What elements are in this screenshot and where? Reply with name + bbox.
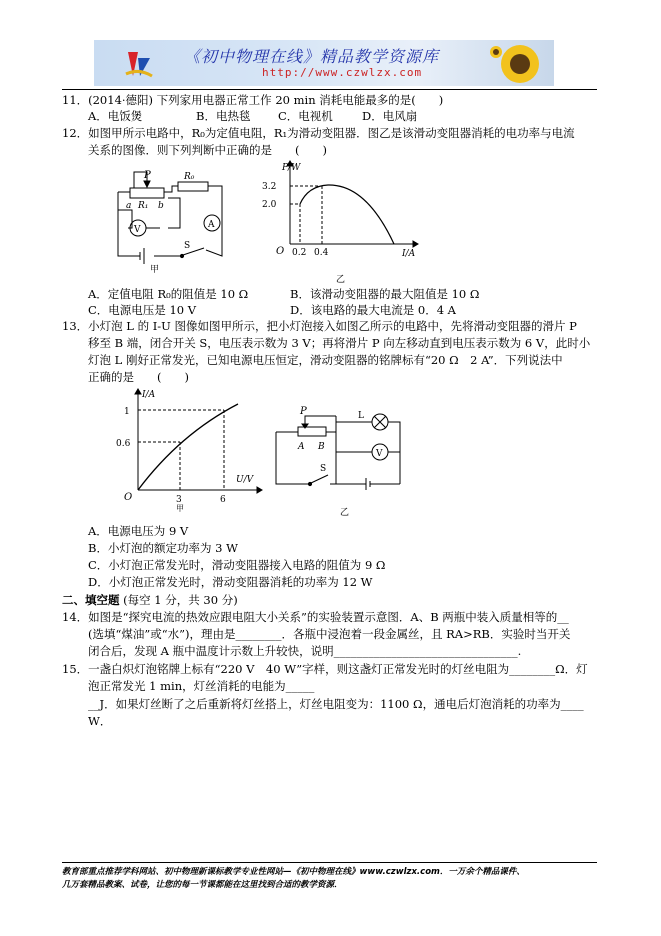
q13-label-v: V (376, 449, 383, 459)
q15-line1: 15．一盏白炽灯泡铭牌上标有“220 V 40 W”字样，则这盏灯正常发光时的灯丝电阻为________Ω．灯 (62, 662, 588, 676)
q12-option-a: A．定值电阻 R₀的阻值是 10 Ω (88, 287, 249, 301)
q11-stem: 11．(2014·德阳) 下列家用电器正常工作 20 min 消耗电能最多的是( ) (62, 93, 444, 107)
q12-graph-xlabel: I/A (402, 249, 416, 259)
q12-graph-ytick-20: 2.0 (262, 200, 277, 210)
q13-label-s: S (320, 464, 327, 474)
q12-graph-xtick-02: 0.2 (292, 248, 307, 258)
q13-graph-ytick-1: 1 (124, 407, 130, 417)
banner-title: 《初中物理在线》精品教学资源库 (184, 47, 440, 66)
q14-line1: 14．如图是“探究电流的热效应跟电阻大小关系”的实验装置示意图．A、B 两瓶中装入质量相等的__ (62, 610, 569, 624)
q12-graph-xtick-04: 0.4 (314, 248, 329, 258)
section-2-note: (每空 1 分，共 30 分) (123, 593, 238, 607)
q11-option-a: A．电饭煲 (88, 109, 143, 123)
q13-option-d: D．小灯泡正常发光时，滑动变阻器消耗的功率为 12 W (88, 575, 373, 589)
q13-graph-ytick-06: 0.6 (116, 439, 131, 449)
q12-option-b: B．该滑动变阻器的最大阻值是 10 Ω (290, 287, 480, 301)
q12-fig-a-caption: 甲 (150, 265, 160, 274)
q12-power-graph (258, 158, 428, 286)
q15-line2: 泡正常发光 1 min，灯丝消耗的电能为_____ (88, 679, 315, 693)
q13-label-b: B (318, 442, 325, 452)
footer-line1: 教育部重点推荐学科网站、初中物理新课标教学专业性网站—《初中物理在线》www.czwlzx.com．一万余个精品课件、 (62, 867, 525, 877)
rheostat (298, 427, 326, 436)
q13-stem-line2: 移至 B 端，闭合开关 S，电压表示数为 3 V；再将滑片 P 向左移动直到电压表示数为 6 V，此时小 (88, 336, 591, 350)
q13-graph-origin: O (124, 492, 133, 503)
q12-option-d: D．该电路的最大电流是 0．4 A (290, 303, 456, 317)
q12-option-c: C．电源电压是 10 V (88, 303, 197, 317)
section-2-title: 二、填空题 (62, 593, 120, 607)
banner-url[interactable]: http://www.czwlzx.com (262, 66, 423, 79)
q12-label-r0: R₀ (184, 172, 195, 182)
header-rule (62, 89, 597, 90)
q13-option-b: B．小灯泡的额定功率为 3 W (88, 541, 238, 555)
q11-option-c: C．电视机 (278, 109, 333, 123)
q15-line4: W． (88, 714, 112, 728)
q14-line3: 闭合后，发现 A 瓶中温度计示数上升较快，说明________________________________. (88, 644, 522, 658)
q14-line2: (选填“煤油”或“水”)，理由是________．各瓶中浸泡着一段金属丝，且 RA>RB．实验时当开关 (88, 627, 571, 641)
q13-graph-xlabel: U/V (236, 475, 254, 485)
page-footer (62, 866, 622, 892)
q13-stem-line3: 灯泡 L 刚好正常发光，已知电源电压恒定，滑动变阻器的铭牌标有“20 Ω 2 A”．下列说法中 (88, 353, 563, 367)
site-logo-icon (124, 48, 154, 80)
r0-resistor (178, 182, 208, 191)
q13-fig-a-caption: 甲 (176, 504, 184, 512)
q13-circuit-diagram (268, 402, 418, 518)
q12-stem-line1: 12．如图甲所示电路中，R₀为定值电阻，R₁为滑动变阻器．图乙是该滑动变阻器消耗的电功率与电流 (62, 126, 575, 140)
q13-graph-xtick-6: 6 (220, 495, 226, 505)
q13-label-a: A (298, 442, 305, 452)
q12-label-v: V (134, 225, 141, 235)
q13-stem-line1: 13．小灯泡 L 的 I-U 图像如图甲所示，把小灯泡接入如图乙所示的电路中，先将滑动变阻器的滑片 P (62, 319, 577, 333)
q12-graph-ytick-32: 3.2 (262, 182, 277, 192)
q13-graph-ylabel: I/A (142, 390, 156, 400)
q12-label-r1: R₁ (138, 201, 149, 211)
q11-option-b: B．电热毯 (196, 109, 251, 123)
q12-label-a: a (126, 201, 132, 211)
q13-label-p: P (300, 406, 307, 417)
q12-circuit-diagram (104, 168, 234, 274)
r1-rheostat (130, 188, 164, 198)
q12-fig-b-caption: 乙 (336, 275, 346, 285)
q13-iu-graph (110, 386, 270, 512)
footer-line2: 几万套精品教案、试卷，让您的每一节课都能在这里找到合适的教学资源． (62, 880, 343, 890)
q13-fig-b-caption: 乙 (340, 508, 350, 518)
power-curve (300, 185, 394, 244)
q12-graph-origin: O (276, 246, 285, 257)
q15-line3: __J．如果灯丝断了之后重新将灯丝搭上，灯丝电阻变为：1100 Ω，通电后灯泡消耗的功率为____ (88, 697, 584, 711)
q12-label-b: b (158, 201, 164, 211)
q13-graph-xtick-3: 3 (176, 495, 182, 505)
q12-graph-ylabel: P/W (282, 163, 301, 173)
iu-curve (138, 404, 238, 490)
q12-stem-line2: 关系的图像．则下列判断中正确的是 ( ) (88, 143, 327, 157)
q13-label-l: L (358, 411, 364, 421)
q12-label-p: P (144, 170, 151, 181)
header-banner (94, 40, 554, 86)
q13-option-c: C．小灯泡正常发光时，滑动变阻器接入电路的阻值为 9 Ω (88, 558, 386, 572)
footer-rule (62, 862, 597, 863)
sunflower-icon (488, 42, 548, 86)
q12-label-ammeter: A (208, 220, 215, 230)
section-2-heading (62, 593, 238, 608)
q11-option-d: D．电风扇 (362, 109, 418, 123)
q12-label-s: S (184, 241, 191, 251)
q13-stem-line4: 正确的是 ( ) (88, 370, 189, 384)
q13-option-a: A．电源电压为 9 V (88, 524, 189, 538)
